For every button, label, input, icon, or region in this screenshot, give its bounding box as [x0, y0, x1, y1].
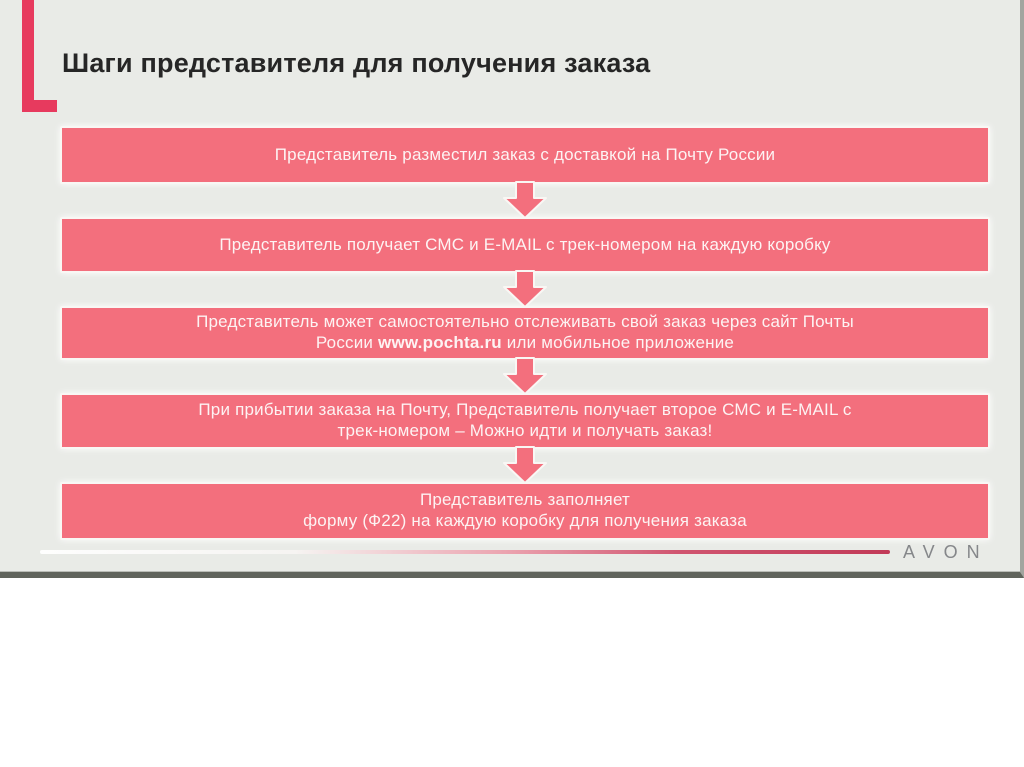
step-box-step-4-arrival-notification: [60, 393, 990, 449]
step-box-step-2-sms-email-track: [60, 217, 990, 273]
step-box-text: [198, 400, 851, 441]
step-text-segment: или мобильное приложение: [501, 333, 735, 352]
footer-accent-line: [40, 550, 890, 554]
avon-logo: AVON: [903, 542, 989, 562]
step-text-segment: России: [315, 333, 379, 352]
step-text-segment: Представитель получает СМС и E-MAIL с трек-номером на каждую коробку: [219, 234, 831, 254]
slide-title: Шаги представителя для получения заказа: [62, 48, 651, 79]
step-box-step-1-order-placed: [60, 126, 990, 184]
arrow-down-icon: [60, 449, 990, 482]
step-box-step-3-self-tracking: [60, 306, 990, 360]
step-box-text: [303, 490, 747, 531]
arrow-down-icon: [60, 273, 990, 306]
arrow-down-icon: [60, 184, 990, 217]
title-bracket-accent-foot: [22, 100, 57, 112]
step-text-segment: Представитель может самостоятельно отслеживать свой заказ через сайт Почты: [196, 312, 854, 332]
step-text-segment: Представитель разместил заказ с доставкой на Почту России: [274, 144, 776, 164]
step-box-step-5-fill-form: [60, 482, 990, 540]
title-bracket-accent: [22, 0, 34, 112]
step-box-text: [196, 312, 854, 353]
step-box-text: [275, 145, 776, 166]
arrow-down-icon: [60, 360, 990, 393]
step-text-segment: При прибытии заказа на Почту, Представитель получает второе СМС и E-MAIL с: [198, 400, 852, 420]
step-text-segment: Представитель заполняет: [419, 490, 631, 510]
step-text-segment: трек-номером – Можно идти и получать заказ!: [337, 421, 713, 440]
step-box-text: [219, 235, 830, 256]
steps-flowchart: [60, 126, 990, 540]
step-text-bold-segment: www.pochta.ru: [378, 333, 502, 352]
step-text-segment: форму (Ф22) на каждую коробку для получения заказа: [303, 511, 747, 530]
